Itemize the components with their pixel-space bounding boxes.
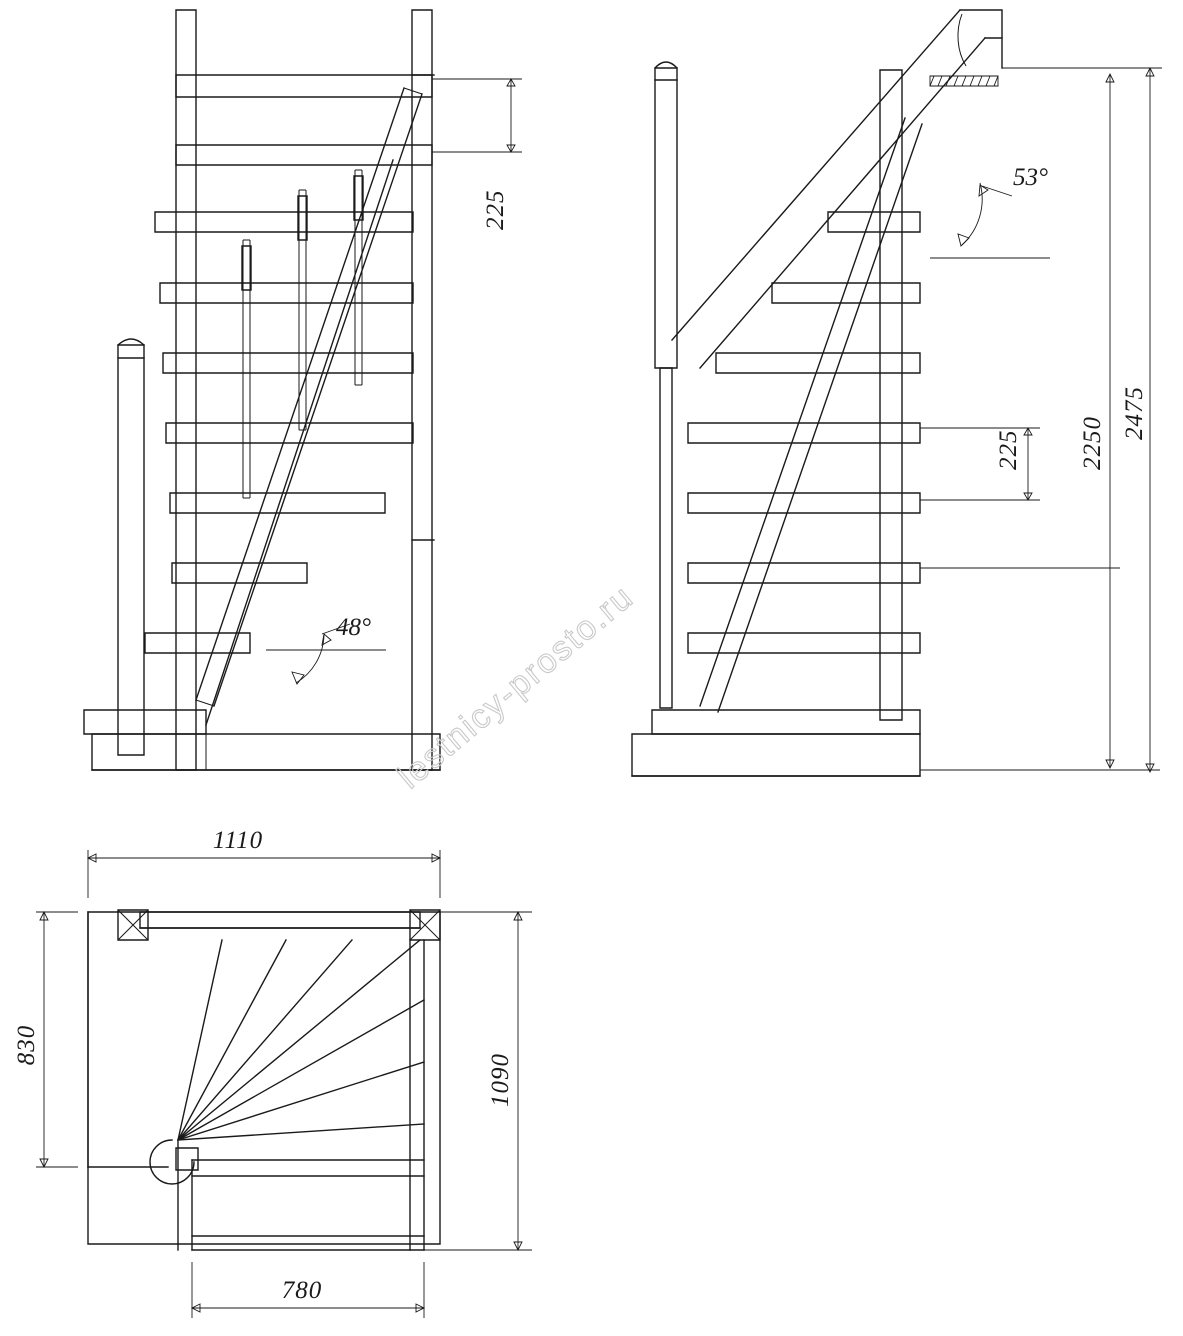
dim-side-height-outer: 2475 bbox=[1121, 386, 1148, 440]
angle-side: 53° bbox=[1013, 164, 1048, 191]
dim-plan-width-top: 1110 bbox=[212, 827, 264, 854]
dim-plan-width-bottom: 780 bbox=[281, 1277, 323, 1304]
dim-side-riser: 225 bbox=[995, 429, 1022, 470]
angle-front: 48° bbox=[336, 614, 371, 641]
watermark-text: lestnicy-prosto.ru bbox=[390, 577, 642, 797]
dim-side-height-inner: 2250 bbox=[1079, 416, 1106, 470]
front-view bbox=[84, 10, 522, 770]
dim-plan-height-right: 1090 bbox=[487, 1053, 514, 1107]
dim-plan-height-left: 830 bbox=[13, 1024, 40, 1066]
dim-front-riser: 225 bbox=[482, 189, 509, 230]
side-view bbox=[632, 10, 1162, 776]
plan-view bbox=[13, 827, 532, 1318]
